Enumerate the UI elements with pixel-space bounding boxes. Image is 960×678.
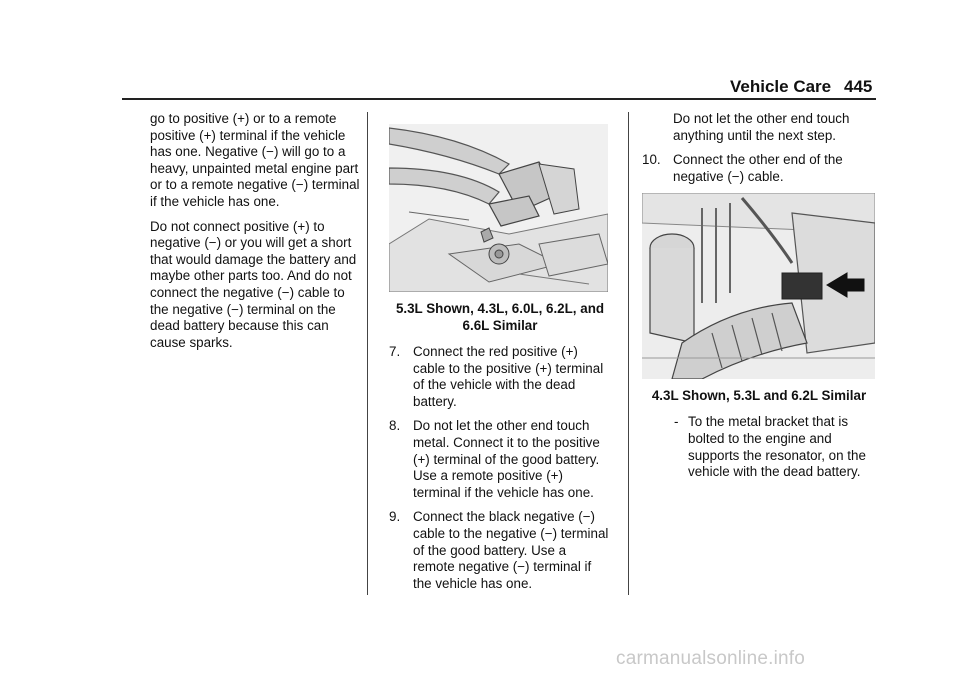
figure-caption: 4.3L Shown, 5.3L and 6.2L Similar	[651, 388, 867, 404]
header-rule	[122, 98, 876, 100]
sub-item-marker: -	[674, 414, 679, 430]
battery-cable-illustration	[389, 124, 608, 292]
column-divider-2	[628, 112, 629, 595]
figure-caption: 5.3L Shown, 4.3L, 6.0L, 6.2L, and 6.6L Similar	[395, 301, 605, 333]
sub-item-text: To the metal bracket that is bolted to the engine and supports the resonator, on the vehicle with the dead battery.	[688, 414, 866, 480]
step-number: 7.	[389, 344, 401, 359]
section-title: Vehicle Care	[730, 77, 832, 96]
paragraph: go to positive (+) or to a remote positive (+) terminal if the vehicle has one. Negative (−) will go to a heavy, unpainted metal engine part or to a remote negative (−) terminal if the vehicle has one.	[150, 111, 360, 209]
middle-column	[389, 124, 611, 600]
list-item	[389, 344, 611, 410]
column-divider-1	[367, 112, 368, 595]
list-item	[674, 414, 876, 480]
step-number: 9.	[389, 509, 401, 525]
step-text: Do not let the other end touch metal. Connect it to the positive (+) terminal of the good battery. Use a remote positive (+) terminal if the vehicle has one.	[413, 418, 600, 500]
step-text: Connect the other end of the negative (−) cable.	[673, 152, 843, 184]
paragraph: Do not connect positive (+) to negative (−) or you will get a short that would damage the battery and maybe other parts too. And do not connect the negative (−) cable to the negative (−) terminal on the dead battery because this can cause sparks.	[150, 218, 357, 350]
list-item	[389, 509, 611, 592]
step-number: 8.	[389, 418, 401, 434]
page-number: 445	[844, 77, 873, 96]
engine-bracket-illustration	[642, 193, 875, 379]
continuation-text: Do not let the other end touch anything until the next step.	[673, 111, 850, 143]
watermark: carmanualsonline.info	[616, 648, 806, 669]
step-text: Connect the black negative (−) cable to the negative (−) terminal of the good battery. Use a remote negative (−) terminal if the vehicle has one.	[413, 509, 609, 591]
list-item	[389, 418, 611, 501]
right-column	[642, 111, 876, 481]
list-item	[642, 152, 876, 185]
step-number: 10.	[642, 152, 661, 168]
left-column	[150, 111, 360, 359]
step-text: Connect the red positive (+) cable to the positive (+) terminal of the vehicle with the dead battery.	[413, 344, 604, 409]
